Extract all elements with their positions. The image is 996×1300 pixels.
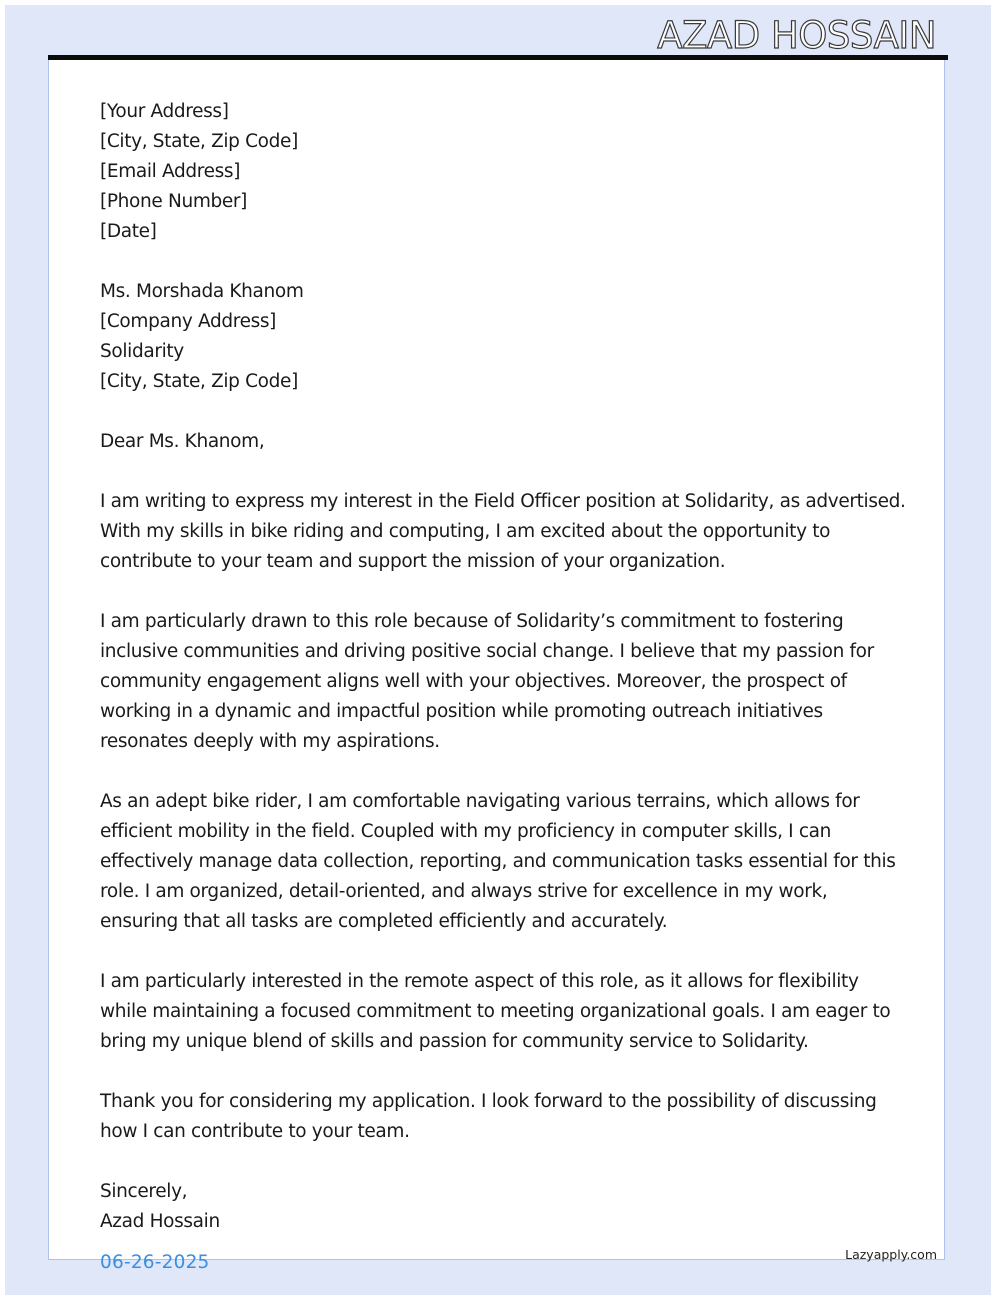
recipient-name: Ms. Morshada Khanom [100,281,304,302]
sender-date: [Date] [100,221,157,242]
valediction: Sincerely, [100,1181,188,1202]
signature-name: Azad Hossain [100,1211,220,1232]
applicant-name-heading: AZAD HOSSAIN [657,14,936,57]
recipient-block [100,277,910,397]
sender-email: [Email Address] [100,161,241,182]
recipient-company-address: [Company Address] [100,311,277,332]
body-paragraph: As an adept bike rider, I am comfortable navigating various terrains, which allows for efficient mobility in the field. Coupled with my proficiency in computer skills, I can effectively manage data collection, reporting, and communication tasks essential for this role. I am organized, detail-oriented, and always strive for excellence in my work, ensuring that all tasks are completed efficiently and accurately. [100,791,896,932]
recipient-city-state-zip: [City, State, Zip Code] [100,371,298,392]
sender-phone: [Phone Number] [100,191,248,212]
letter-body [100,97,910,1237]
salutation: Dear Ms. Khanom, [100,431,265,452]
watermark-text: Lazyapply.com [845,1247,937,1262]
body-paragraph: I am particularly interested in the remote aspect of this role, as it allows for flexibility while maintaining a focused commitment to meeting organizational goals. I am eager to bring my unique blend of skills and passion for community service to Solidarity. [100,971,891,1052]
sender-city-state-zip: [City, State, Zip Code] [100,131,298,152]
sender-address: [Your Address] [100,101,229,122]
footer-date: 06-26-2025 [100,1252,210,1273]
sender-block [100,97,910,247]
body-paragraph: Thank you for considering my application. I look forward to the possibility of discussing how I can contribute to your team. [100,1091,877,1142]
recipient-company: Solidarity [100,341,184,362]
body-paragraph: I am particularly drawn to this role because of Solidarity’s commitment to fostering inclusive communities and driving positive social change. I believe that my passion for community engagement aligns well with your objectives. Moreover, the prospect of working in a dynamic and impactful position while promoting outreach initiatives resonates deeply with my aspirations. [100,611,874,752]
body-paragraph: I am writing to express my interest in the Field Officer position at Solidarity, as advertised. With my skills in bike riding and computing, I am excited about the opportunity to contribute to your team and support the mission of your organization. [100,491,906,572]
